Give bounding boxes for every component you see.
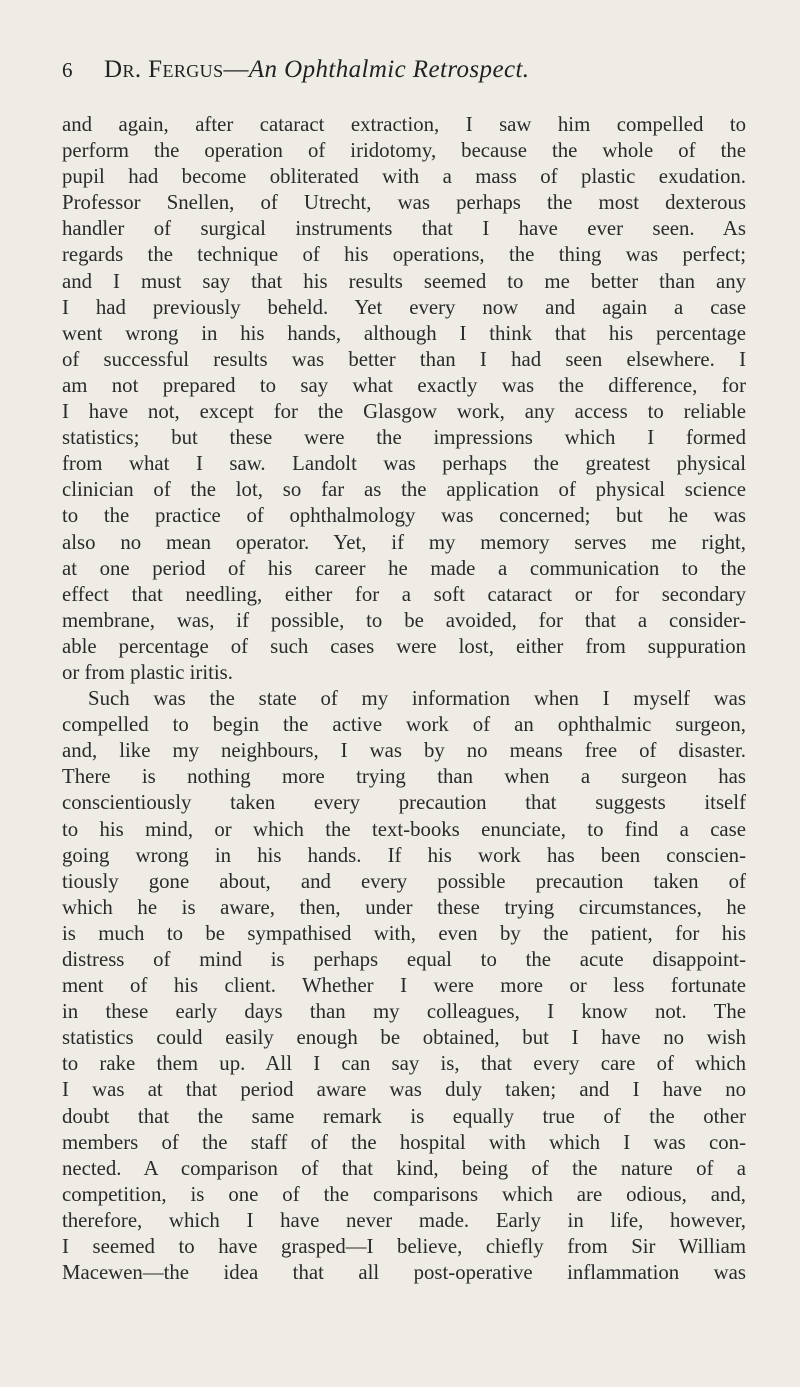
text-line: I was at that period aware was duly taken; and I have no — [62, 1078, 746, 1102]
text-line: I seemed to have grasped—I believe, chiefly from Sir William — [62, 1235, 746, 1259]
text-line: statistics could easily enough be obtained, but I have no wish — [62, 1026, 746, 1050]
text-line: and I must say that his results seemed to me better than any — [62, 269, 746, 293]
text-line: and, like my neighbours, I was by no means free of disaster. — [62, 739, 746, 763]
text-line: handler of surgical instruments that I have ever seen. As — [62, 217, 746, 241]
page-number: 6 — [62, 58, 73, 82]
text-line: therefore, which I have never made. Early in life, however, — [62, 1208, 746, 1232]
text-line: perform the operation of iridotomy, because the whole of the — [62, 139, 746, 163]
text-line: to his mind, or which the text-books enunciate, to find a case — [62, 817, 746, 841]
text-line: Macewen—the idea that all post-operative inflammation was — [62, 1261, 746, 1285]
text-line: also no mean operator. Yet, if my memory serves me right, — [62, 530, 746, 554]
text-line: which he is aware, then, under these trying circumstances, he — [62, 895, 746, 919]
text-line: There is nothing more trying than when a surgeon has — [62, 765, 746, 789]
text-line: competition, is one of the comparisons which are odious, and, — [62, 1182, 746, 1206]
text-line: I had previously beheld. Yet every now and again a case — [62, 295, 746, 319]
text-line: at one period of his career he made a communication to the — [62, 556, 746, 580]
text-line: effect that needling, either for a soft cataract or for secondary — [62, 582, 746, 606]
text-line: am not prepared to say what exactly was the difference, for — [62, 373, 746, 397]
text-line: distress of mind is perhaps equal to the acute disappoint- — [62, 948, 746, 971]
text-line: of successful results was better than I had seen elsewhere. I — [62, 347, 746, 371]
text-line: able percentage of such cases were lost, either from suppuration — [62, 634, 746, 658]
text-line: went wrong in his hands, although I think that his percentage — [62, 321, 746, 345]
text-line: in these early days than my colleagues, I know not. The — [62, 1000, 746, 1024]
text-line: and again, after cataract extraction, I saw him compelled to — [62, 113, 746, 136]
text-line: to the practice of ophthalmology was concerned; but he was — [62, 504, 746, 528]
text-line: tiously gone about, and every possible precaution taken of — [62, 869, 746, 893]
text-line: doubt that the same remark is equally true of the other — [62, 1104, 746, 1128]
text-line: statistics; but these were the impressions which I formed — [62, 426, 746, 450]
running-title — [104, 56, 529, 84]
text-line: going wrong in his hands. If his work has been conscien- — [62, 843, 746, 867]
body-text — [62, 112, 746, 1286]
running-head — [62, 52, 742, 92]
text-line: is much to be sympathised with, even by the patient, for his — [62, 921, 746, 945]
text-line: from what I saw. Landolt was perhaps the greatest physical — [62, 452, 746, 476]
text-line: pupil had become obliterated with a mass of plastic exudation. — [62, 165, 746, 189]
text-line: I have not, except for the Glasgow work, any access to reliable — [62, 400, 746, 424]
text-line: regards the technique of his operations, the thing was perfect; — [62, 243, 746, 267]
text-line: members of the staff of the hospital with which I was con- — [62, 1130, 746, 1154]
text-line: ment of his client. Whether I were more or less fortunate — [62, 974, 746, 998]
running-head-author: Dr. Fergus — [104, 56, 224, 83]
running-head-separator: — — [223, 56, 249, 83]
running-head-title: An Ophthalmic Retrospect. — [248, 56, 530, 83]
text-line: membrane, was, if possible, to be avoided, for that a consider- — [62, 608, 746, 632]
text-line: conscientiously taken every precaution that suggests itself — [62, 791, 746, 815]
text-line: to rake them up. All I can say is, that every care of which — [62, 1052, 746, 1076]
text-line: nected. A comparison of that kind, being of the nature of a — [62, 1156, 746, 1180]
text-line: or from plastic iritis. — [62, 660, 233, 684]
text-line: compelled to begin the active work of an ophthalmic surgeon, — [62, 713, 746, 737]
text-line: clinician of the lot, so far as the application of physical science — [62, 478, 746, 502]
text-line: Professor Snellen, of Utrecht, was perhaps the most dexterous — [62, 191, 746, 215]
text-line: Such was the state of my information when I myself was — [88, 687, 746, 711]
